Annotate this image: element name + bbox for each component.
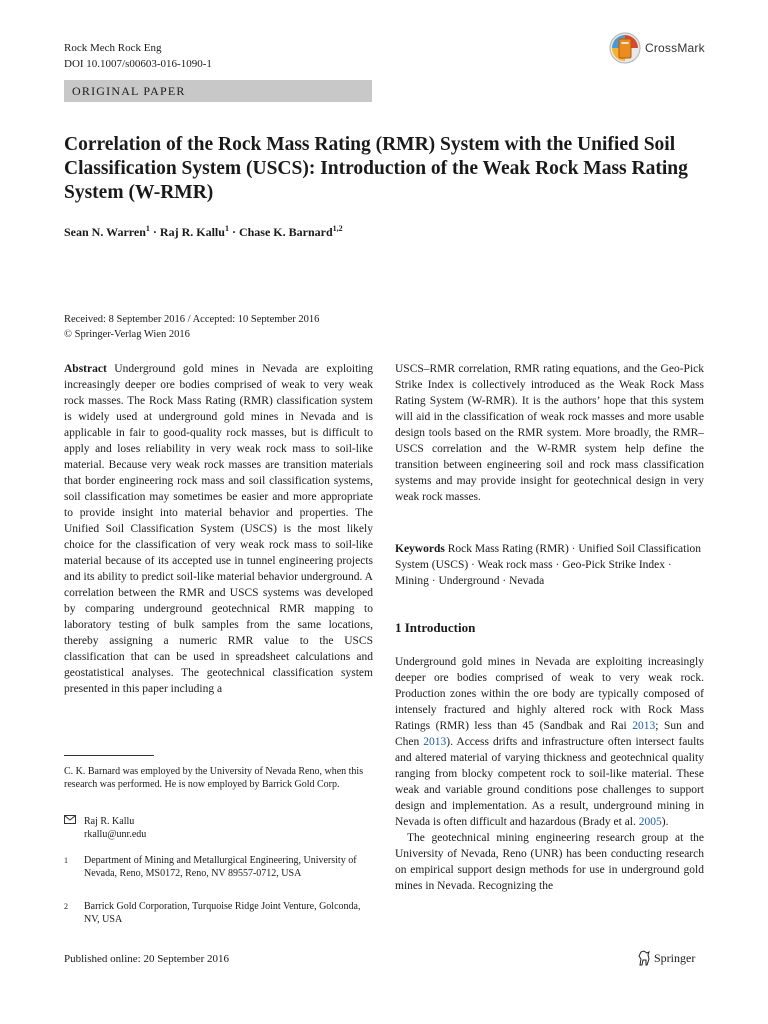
- footnote-divider: [64, 755, 154, 756]
- received-accepted: Received: 8 September 2016 / Accepted: 10 September 2016: [64, 314, 320, 325]
- abstract-label: Abstract: [64, 363, 107, 375]
- corresponding-author: [64, 815, 374, 841]
- text-run: ; Sun and Chen: [395, 720, 704, 748]
- author-name[interactable]: Raj R. Kallu: [159, 225, 225, 239]
- author-name[interactable]: Chase K. Barnard: [238, 225, 333, 239]
- keywords-text: Rock Mass Rating (RMR) · Unified Soil Classification System (USCS) · Weak rock mass · Geo-Pick Strike Index · Mining · Underground · Nevada: [395, 543, 702, 587]
- crossmark-badge[interactable]: [609, 32, 705, 64]
- abstract-left-column: [64, 361, 373, 697]
- envelope-icon: [64, 815, 84, 841]
- abstract-text: Underground gold mines in Nevada are exploiting increasingly deeper ore bodies comprised of weak to very weak rock masses. The Rock Mass Rating (RMR) classification system is widely used at underground gold mines in Nevada and is applicable in fair to good-quality rock masses, but is difficult to apply and loses reliability in very weak rock mass to soil-like material. Because very weak rock masses are transition materials that border engineering rock mass and soil classification systems, soil classification may sometimes be easier and more appropriate to provide insight into material behavior and properties. The Unified Soil Classification System (USCS) is the most likely choice for the classification of very weak rock mass to soil-like material because of its accepted use in tunnel engineering projects and its ability to predict soil-like material behavior underground. A correlation between the RMR and USCS systems was developed by comparing underground geotechnical RMR mapping to laboratory testing of bulk samples from the same locations, thereby assigning a numeric RMR value to the USCS classification that can be used in spreadsheet calculations and geostatistical analyses. The geotechnical classification system presented in this paper including a: [64, 363, 374, 695]
- author-name[interactable]: Sean N. Warren: [64, 225, 146, 239]
- text-run: Underground gold mines in Nevada are exploiting increasingly deeper ore bodies comprised of weak to very weak rock. Production zones within the ore body are typically composed of intensely fractured and highly altered rock with Rock Mass Ratings (RMR) less than 45 (Sandbak and Rai: [395, 656, 704, 732]
- keywords-label: Keywords: [395, 543, 445, 555]
- author-separator: ·: [149, 225, 160, 239]
- doi[interactable]: DOI 10.1007/s00603-016-1090-1: [64, 58, 212, 70]
- article-type-banner: ORIGINAL PAPER: [64, 80, 372, 102]
- affiliation-text: Department of Mining and Metallurgical Engineering, University of Nevada, Reno, MS0172, Reno, NV 89557-0712, USA: [84, 855, 357, 879]
- abstract-right-column: USCS–RMR correlation, RMR rating equations, and the Geo-Pick Strike Index is collectively introduced as the Weak Rock Mass Rating System (W-RMR). It is the authors’ hope that this system will aid in the classification of weak rock masses and more usable design tools based on the RMR system. More broadly, the RMR–USCS correlation and the W-RMR system help define the transition between engineering soil and rock mass classification systems and may provide insight for geotechnical design in very weak rock masses.: [395, 363, 704, 503]
- citation-link[interactable]: 2013: [632, 720, 656, 732]
- affiliation-text: Barrick Gold Corporation, Turquoise Ridge Joint Venture, Golconda, NV, USA: [84, 901, 361, 925]
- text-run: ).: [661, 816, 669, 828]
- author-list: [64, 224, 343, 240]
- citation-link[interactable]: 2005: [638, 816, 662, 828]
- journal-name: Rock Mech Rock Eng: [64, 42, 162, 54]
- author-separator: ·: [228, 225, 239, 239]
- introduction-text: [395, 654, 704, 894]
- intro-paragraph: The geotechnical mining engineering research group at the University of Nevada, Reno (UNR) has been conducting research on empirical support design methods for use in underground gold mines in Nevada. Recognizing the: [395, 832, 704, 892]
- publisher-logo: [637, 950, 695, 966]
- citation-link[interactable]: 2013: [423, 736, 447, 748]
- affiliation-mark: 1: [64, 856, 68, 865]
- journal-info: [64, 40, 212, 72]
- keywords: [395, 541, 704, 589]
- corresponding-email[interactable]: rkallu@unr.edu: [84, 829, 147, 840]
- author-affiliation-mark: 1,2: [332, 224, 343, 233]
- text-run: ). Access drifts and infrastructure often intersect faults and altered material of varying thickness and geotechnical quality ranging from blocky competent rock to soil-like material. These weak and variable ground conditions pose challenges to support design and implementation. As a result, underground mining in Nevada is often difficult and hazardous (Brady et al.: [395, 736, 704, 828]
- footnote-employment: C. K. Barnard was employed by the University of Nevada Reno, when this research was performed. He is now employed by Barrick Gold Corp.: [64, 766, 364, 790]
- section-heading-introduction: 1 Introduction: [395, 620, 476, 635]
- published-online: Published online: 20 September 2016: [64, 953, 229, 965]
- affiliation-2: [64, 900, 374, 926]
- affiliation-mark: 2: [64, 902, 68, 911]
- copyright: © Springer-Verlag Wien 2016: [64, 328, 190, 340]
- crossmark-label: CrossMark: [645, 41, 705, 55]
- intro-paragraph: [395, 654, 704, 830]
- article-dates: [64, 313, 319, 342]
- corresponding-name: Raj R. Kallu: [84, 816, 135, 827]
- paper-title: Correlation of the Rock Mass Rating (RMR) System with the Unified Soil Classification System (USCS): Introduction of the Weak Rock Mass Rating System (W-RMR): [64, 134, 688, 203]
- crossmark-icon: [609, 32, 641, 64]
- author-affiliation-mark: 1: [145, 224, 150, 233]
- author-affiliation-mark: 1: [224, 224, 229, 233]
- springer-horse-icon: [637, 950, 651, 966]
- publisher-name: Springer: [654, 950, 696, 965]
- affiliation-1: [64, 854, 374, 880]
